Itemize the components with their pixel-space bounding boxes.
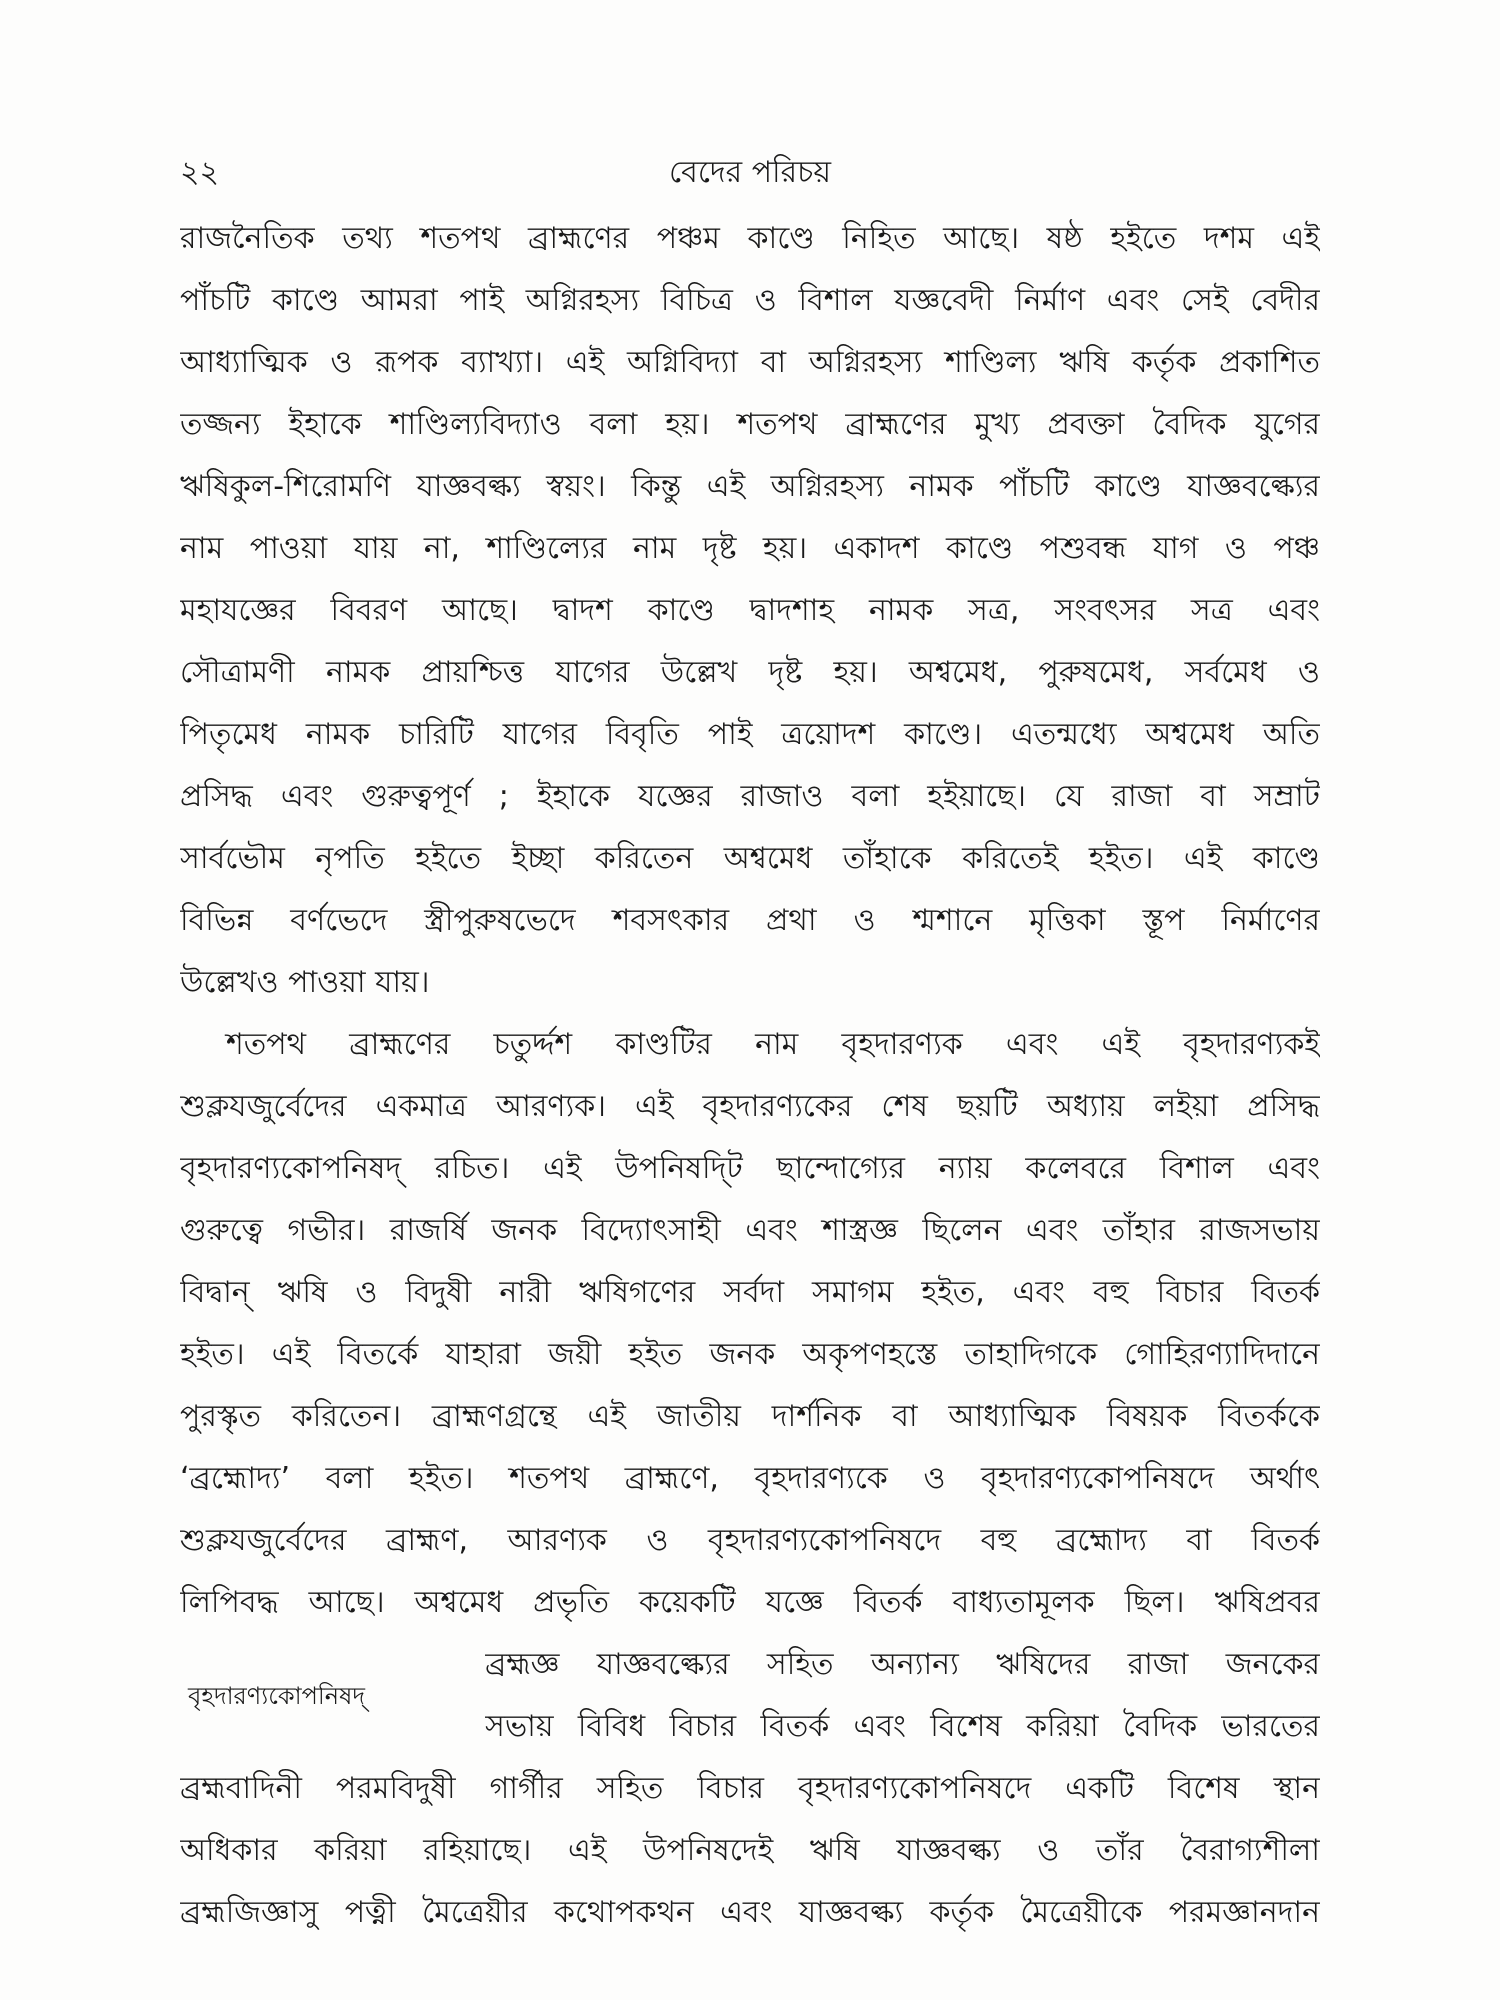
body-text <box>180 208 1320 1944</box>
text-line: বিভিন্ন বর্ণভেদে স্ত্রীপুরুষভেদে শবসৎকার প্রথা ও শ্মশানে মৃত্তিকা স্তূপ নির্মাণের <box>180 903 1320 938</box>
text-line: প্রসিদ্ধ এবং গুরুত্বপূর্ণ ; ইহাকে যজ্ঞের রাজাও বলা হইয়াছে। যে রাজা বা সম্রাট <box>180 779 1320 814</box>
text-line: উল্লেখও পাওয়া যায়। <box>180 965 430 1000</box>
text-line: পিতৃমেধ নামক চারিটি যাগের বিবৃতি পাই ত্রয়োদশ কাণ্ডে। এতন্মধ্যে অশ্বমেধ অতি <box>180 717 1320 752</box>
text-line: শতপথ ব্রাহ্মণের চতুর্দ্দশ কাণ্ডটির নাম বৃহদারণ্যক এবং এই বৃহদারণ্যকই <box>226 1027 1320 1062</box>
page-header <box>180 148 1320 198</box>
text-line: শুক্লযজুর্বেদের একমাত্র আরণ্যক। এই বৃহদারণ্যকের শেষ ছয়টি অধ্যায় লইয়া প্রসিদ্ধ <box>180 1089 1320 1124</box>
text-line: ব্রহ্মজ্ঞ যাজ্ঞবল্ক্যের সহিত অন্যান্য ঋষিদের রাজা জনকের <box>485 1647 1320 1682</box>
running-title: বেদের পরিচয় <box>668 155 832 190</box>
text-line: বৃহদারণ্যকোপনিষদ্ রচিত। এই উপনিষদ্টি ছান্দোগ্যের ন্যায় কলেবরে বিশাল এবং <box>180 1151 1320 1186</box>
text-line: পাঁচটি কাণ্ডে আমরা পাই অগ্নিরহস্য বিচিত্র ও বিশাল যজ্ঞবেদী নির্মাণ এবং সেই বেদীর <box>180 283 1320 318</box>
text-line: রাজনৈতিক তথ্য শতপথ ব্রাহ্মণের পঞ্চম কাণ্ডে নিহিত আছে। ষষ্ঠ হইতে দশম এই <box>180 221 1320 256</box>
text-line: লিপিবদ্ধ আছে। অশ্বমেধ প্রভৃতি কয়েকটি যজ্ঞে বিতর্ক বাধ্যতামূলক ছিল। ঋষিপ্রবর <box>180 1585 1320 1620</box>
text-line: অধিকার করিয়া রহিয়াছে। এই উপনিষদেই ঋষি যাজ্ঞবল্ক্য ও তাঁর বৈরাগ্যশীলা <box>180 1833 1320 1868</box>
paragraph <box>180 1758 1320 1944</box>
text-line: পুরস্কৃত করিতেন। ব্রাহ্মণগ্রন্থে এই জাতীয় দার্শনিক বা আধ্যাত্মিক বিষয়ক বিতর্ককে <box>180 1399 1320 1434</box>
text-line: হইত। এই বিতর্কে যাহারা জয়ী হইত জনক অকৃপণহস্তে তাহাদিগকে গোহিরণ্যাদিদানে <box>180 1337 1320 1372</box>
text-line: মহাযজ্ঞের বিবরণ আছে। দ্বাদশ কাণ্ডে দ্বাদশাহ নামক সত্র, সংবৎসর সত্র এবং <box>180 593 1320 628</box>
text-line: বিদ্বান্ ঋষি ও বিদুষী নারী ঋষিগণের সর্বদা সমাগম হইত, এবং বহু বিচার বিতর্ক <box>180 1275 1320 1310</box>
text-line: ‘ব্রহ্মোদ্য’ বলা হইত। শতপথ ব্রাহ্মণে, বৃহদারণ্যকে ও বৃহদারণ্যকোপনিষদে অর্থাৎ <box>180 1461 1320 1496</box>
page-number: ২২ <box>180 155 220 190</box>
text-line: নাম পাওয়া যায় না, শাণ্ডিল্যের নাম দৃষ্ট হয়। একাদশ কাণ্ডে পশুবন্ধ যাগ ও পঞ্চ <box>180 531 1320 566</box>
text-line: গুরুত্বে গভীর। রাজর্ষি জনক বিদ্যোৎসাহী এবং শাস্ত্রজ্ঞ ছিলেন এবং তাঁহার রাজসভায় <box>180 1213 1320 1248</box>
text-line: শুক্লযজুর্বেদের ব্রাহ্মণ, আরণ্যক ও বৃহদারণ্যকোপনিষদে বহু ব্রহ্মোদ্য বা বিতর্ক <box>180 1523 1320 1558</box>
text-line: ঋষিকুল-শিরোমণি যাজ্ঞবল্ক্য স্বয়ং। কিন্তু এই অগ্নিরহস্য নামক পাঁচটি কাণ্ডে যাজ্ঞবল্ক্যের <box>180 469 1320 504</box>
text-line: তজ্জন্য ইহাকে শাণ্ডিল্যবিদ্যাও বলা হয়। শতপথ ব্রাহ্মণের মুখ্য প্রবক্তা বৈদিক যুগের <box>180 407 1320 442</box>
text-line: ব্রহ্মজিজ্ঞাসু পত্নী মৈত্রেয়ীর কথোপকথন এবং যাজ্ঞবল্ক্য কর্তৃক মৈত্রেয়ীকে পরমজ্ঞানদান <box>180 1895 1320 1930</box>
paragraph <box>180 1014 1320 1634</box>
text-line: সৌত্রামণী নামক প্রায়শ্চিত্ত যাগের উল্লেখ দৃষ্ট হয়। অশ্বমেধ, পুরুষমেধ, সর্বমেধ ও <box>180 655 1320 690</box>
paragraph <box>180 208 1320 1014</box>
text-line: সার্বভৌম নৃপতি হইতে ইচ্ছা করিতেন অশ্বমেধ তাঁহাকে করিতেই হইত। এই কাণ্ডে <box>180 841 1320 876</box>
sidenote-block <box>180 1634 1320 1758</box>
sidenote-lines <box>485 1634 1320 1758</box>
text-line: ব্রহ্মবাদিনী পরমবিদুষী গার্গীর সহিত বিচার বৃহদারণ্যকোপনিষদে একটি বিশেষ স্থান <box>180 1771 1320 1806</box>
text-line: সভায় বিবিধ বিচার বিতর্ক এবং বিশেষ করিয়া বৈদিক ভারতের <box>485 1709 1320 1744</box>
text-line: আধ্যাত্মিক ও রূপক ব্যাখ্যা। এই অগ্নিবিদ্যা বা অগ্নিরহস্য শাণ্ডিল্য ঋষি কর্তৃক প্রকাশিত <box>180 345 1320 380</box>
margin-note: বৃহদারণ্যকোপনিষদ্ <box>188 1682 365 1710</box>
